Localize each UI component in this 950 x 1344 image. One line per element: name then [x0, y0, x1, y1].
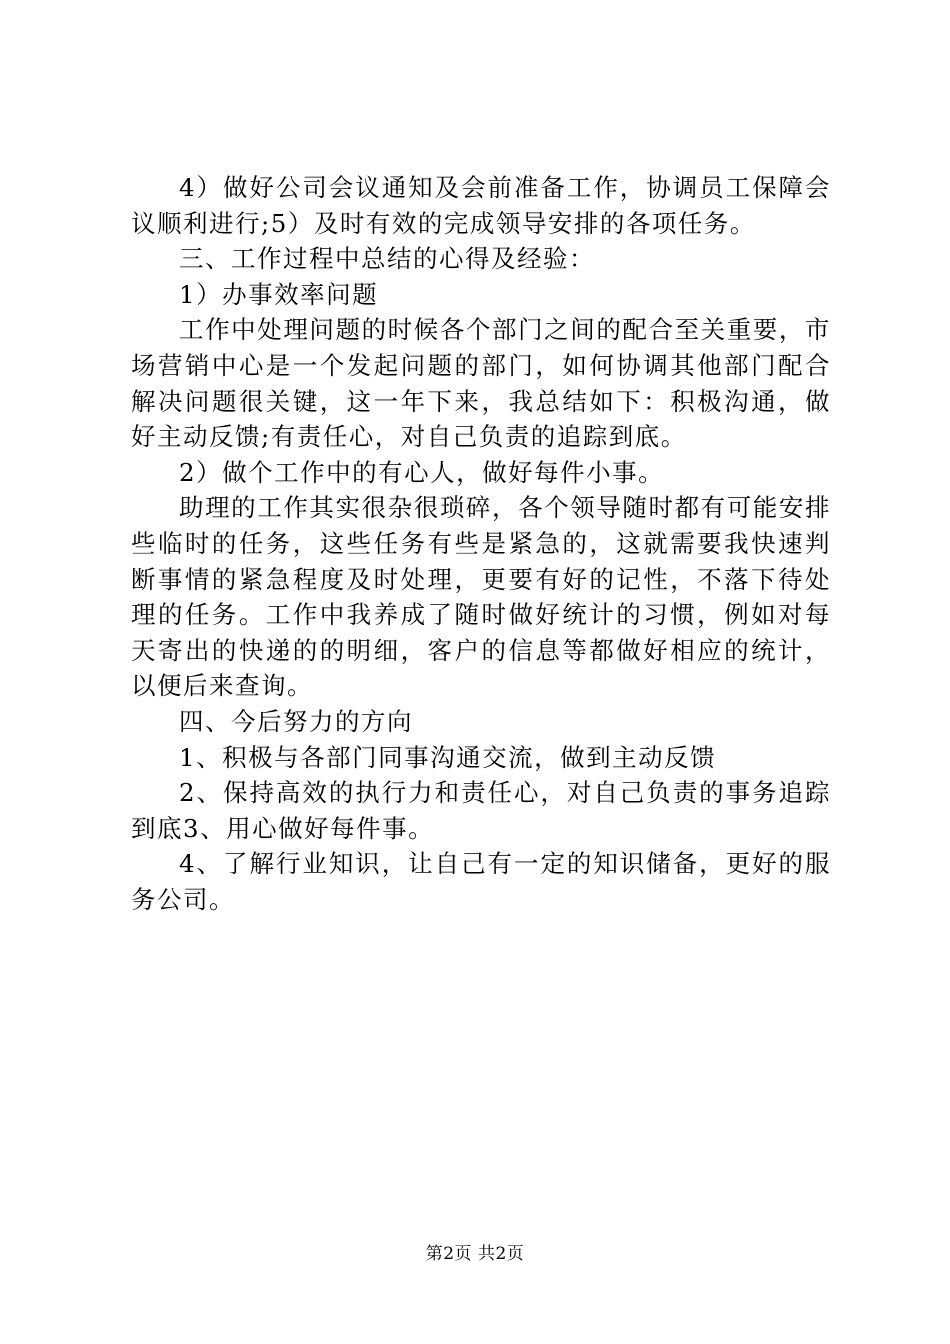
paragraph-assistant-work: 助理的工作其实很杂很琐碎，各个领导随时都有可能安排些临时的任务，这些任务有些是紧急的，这就需要我快速判断事情的紧急程度及时处理，更要有好的记性，不落下待处理的任务。工作中我养成了随时做好统计的习惯，例如对每天寄出的快递的的明细，客户的信息等都做好相应的统计，以便后来查询。: [131, 493, 831, 701]
page-footer: 第2页 共2页: [425, 1244, 525, 1264]
list-item-execution: 2、保持高效的执行力和责任心，对自己负责的事务追踪到底3、用心做好每件事。: [131, 778, 831, 843]
document-body: [131, 170, 831, 917]
subheading-attentive: 2）做个工作中的有心人，做好每件小事。: [179, 457, 665, 487]
heading-future-direction: 四、今后努力的方向: [179, 706, 413, 736]
list-item-communication: 1、积极与各部门同事沟通交流，做到主动反馈: [179, 742, 717, 772]
paragraph-cooperation: 工作中处理问题的时候各个部门之间的配合至关重要，市场营销中心是一个发起问题的部门，如何协调其他部门配合解决问题很关键，这一年下来，我总结如下：积极沟通，做好主动反馈;有责任心，对自己负责的追踪到底。: [131, 315, 831, 452]
heading-experience: 三、工作过程中总结的心得及经验：: [179, 244, 595, 274]
subheading-efficiency: 1）办事效率问题: [179, 279, 379, 309]
list-item-knowledge: 4、了解行业知识，让自己有一定的知识储备，更好的服务公司。: [131, 849, 831, 914]
paragraph-meeting-tasks: 4）做好公司会议通知及会前准备工作，协调员工保障会议顺利进行;5）及时有效的完成领导安排的各项任务。: [131, 173, 831, 238]
